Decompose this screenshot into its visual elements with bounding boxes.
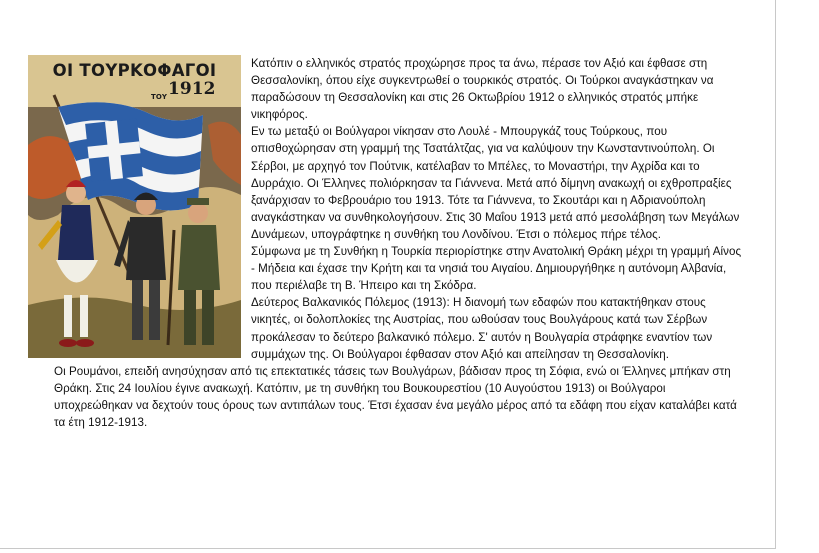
paragraph-2: Εν τω μεταξύ οι Βούλγαροι νίκησαν στο Λουλέ - Μπουργκάζ τους Τούρκους, που οπισθοχώρησαν στη γραμμή της Τσατάλτζας, για να καλύψουν την Κωνσταντινούπολη. Οι Σέρβοι, με αρχηγό τον Πούτνικ, κατέλαβαν το Μπέλες, το Μοναστήρι, την Αχρίδα και το Δυρράχιο. Οι Έλληνες πολιόρκησαν τα Γιάννενα. Μετά από δίμηνη ανακωχή οι εχθροπραξίες ξανάρχισαν το Φεβρουάριο του 1913. Τότε τα Γιάννενα, το Σκουτάρι και η Αδριανούπολη αναγκάστηκαν να συνθηκολογήσουν. Στις 30 Μαΐου 1913 μετά από μεσολάβηση των Μεγάλων Δυνάμεων, υπογράφτηκε η συνθήκη του Λονδίνου. Έτσι ο πόλεμος πήρε τέλος.	[251, 125, 740, 241]
paragraph-4: Δεύτερος Βαλκανικός Πόλεμος (1913): Η διανομή των εδαφών που κατακτήθηκαν στους νικητές, οι δολοπλοκίες της Αυστρίας, που ωθούσαν τους Βουλγάρους κατά των Σέρβων προκάλεσαν το δεύτερο βαλκανικό πόλεμο. Σ' αυτόν η Βουλγαρία στράφηκε εναντίον των συμμάχων της. Οι Βούλγαροι έφθασαν στον Αξιό και απείλησαν τη Θεσσαλονίκη.	[251, 296, 713, 361]
poster-year-prefix: ΤΟΥ	[151, 93, 167, 101]
paragraph-1: Κατόπιν ο ελληνικός στρατός προχώρησε προς τα άνω, πέρασε τον Αξιό και έφθασε στη Θεσσαλονίκη, όπου είχε συγκεντρωθεί ο τουρκικός στρατός. Οι Τούρκοι αναγκάστηκαν να παραδώσουν τη Θεσσαλονίκη και στις 26 Οκτωβρίου 1912 ο ελληνικός στρατός μπήκε νικηφόρος.	[251, 57, 714, 122]
poster-year: 1912	[168, 79, 216, 99]
paragraph-5: Οι Ρουμάνοι, επειδή ανησύχησαν από τις επεκτατικές τάσεις των Βουλγάρων, βάδισαν προς τη Σόφια, ενώ οι Έλληνες μπήκαν στη Θράκη. Στις 24 Ιουλίου έγινε ανακωχή. Κατόπιν, με τη συνθήκη του Βουκουρεστίου (10 Αυγούστου 1913) οι Βούλγαροι υποχρεώθηκαν να δεχτούν τους όρους των αντιπάλων τους. Έτσι έχασαν ένα μεγάλο μέρος από τα εδάφη που είχαν καταλάβει κατά τα έτη 1912-1913.	[54, 364, 737, 429]
poster-image	[28, 55, 241, 358]
poster-illustration	[28, 55, 241, 358]
document-body	[54, 55, 744, 431]
paragraph-3: Σύμφωνα με τη Συνθήκη η Τουρκία περιορίστηκε στην Ανατολική Θράκη μέχρι τη γραμμή Αίνος - Μήδεια και έχασε την Κρήτη και τα νησιά του Αιγαίου. Δημιουργήθηκε η αυτόνομη Αλβανία, που περιέλαβε τη Β. Ήπειρο και τη Σκόδρα.	[251, 245, 742, 293]
poster-title: ΟΙ ΤΟΥΡΚΟΦΑΓΟΙ	[52, 61, 217, 80]
